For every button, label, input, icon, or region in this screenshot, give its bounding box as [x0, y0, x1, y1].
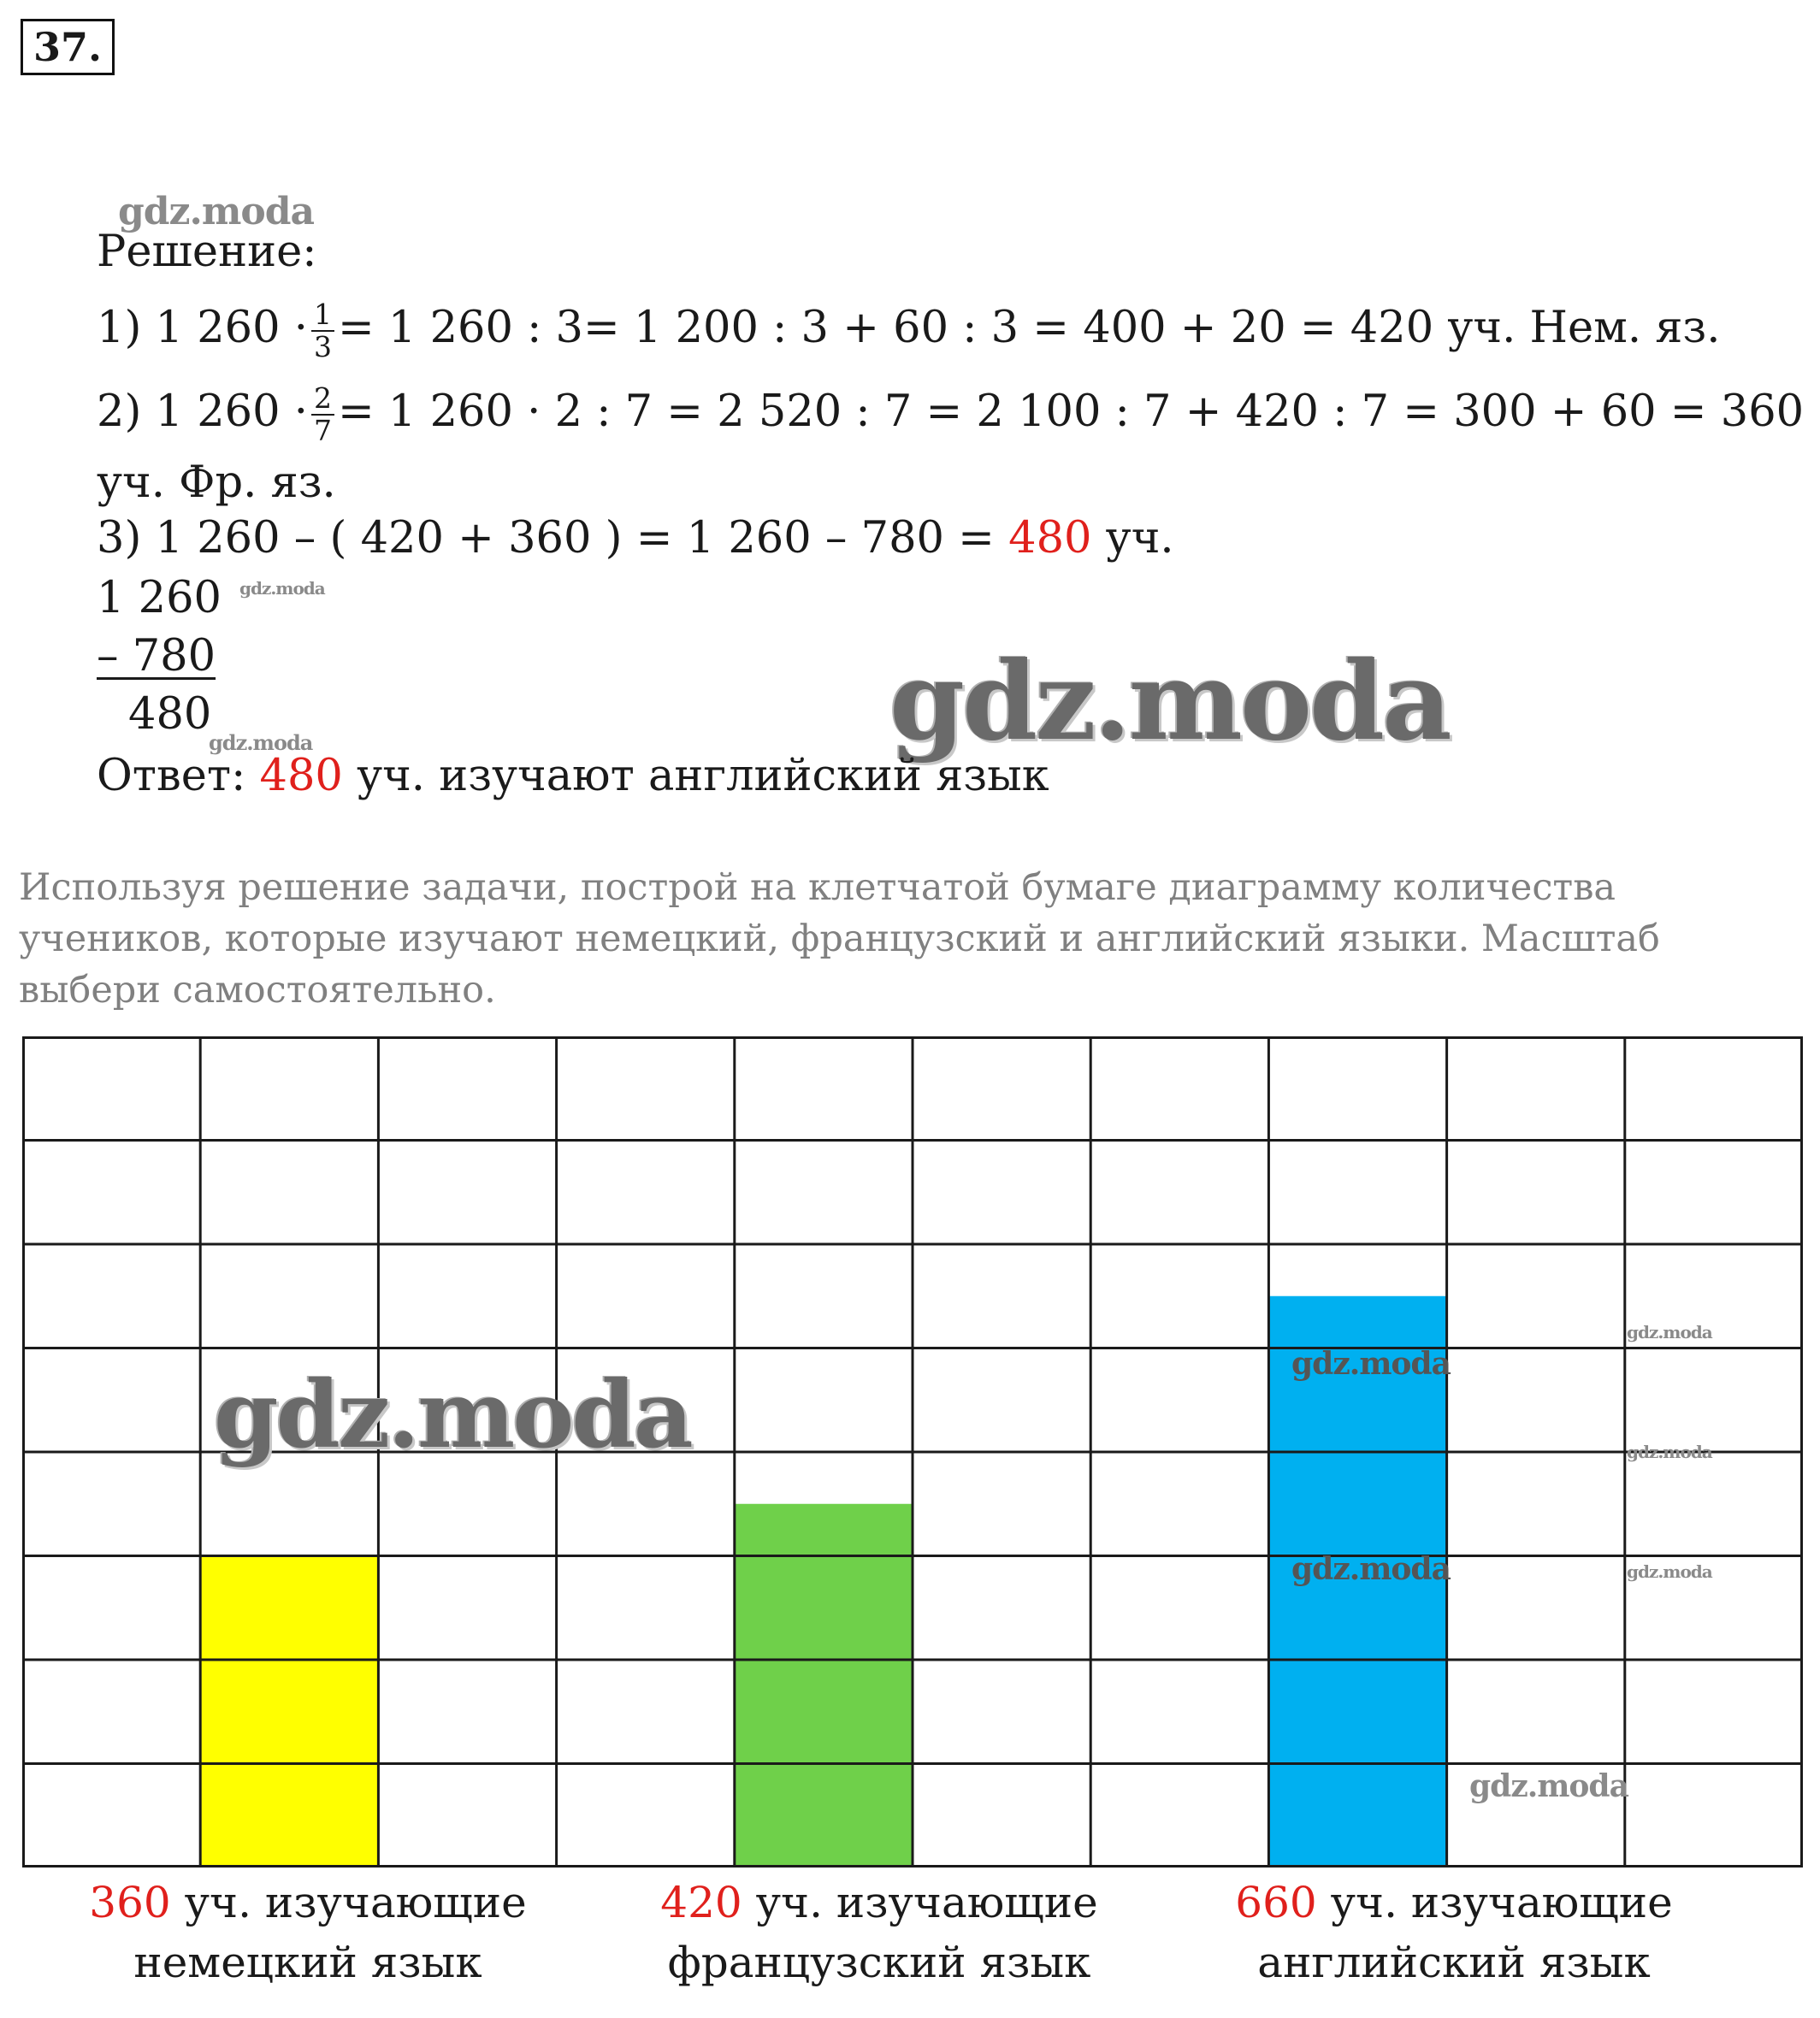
caption-english	[1189, 1873, 1719, 1992]
answer	[97, 751, 1049, 802]
caption-value: 420	[660, 1878, 742, 1927]
caption-text: уч. изучающие	[742, 1878, 1098, 1927]
bar-2	[735, 1504, 913, 1868]
step-3-after: уч.	[1091, 513, 1174, 564]
watermark-large: gdz.moda	[214, 1361, 691, 1469]
watermark: gdz.moda	[1291, 1551, 1451, 1587]
watermark: gdz.moda	[1627, 1322, 1712, 1342]
solution-step-1	[97, 299, 1720, 363]
caption-line-1	[51, 1873, 564, 1932]
step-2-prefix: 2) 1 260 ·	[97, 386, 308, 437]
task-number: 37.	[21, 19, 115, 75]
fraction-numerator: 2	[311, 383, 334, 416]
column-subtrahend: – 780	[97, 631, 216, 682]
solution-step-2	[97, 383, 1804, 446]
watermark-large: gdz.moda	[889, 638, 1450, 764]
step-2-fraction	[311, 383, 334, 446]
step-3-before: 3) 1 260 – ( 420 + 360 ) = 1 260 – 780 =	[97, 513, 1009, 564]
answer-value: 480	[259, 751, 343, 801]
caption-line-1	[1189, 1873, 1719, 1932]
solution-step-3	[97, 513, 1174, 564]
column-minuend: 1 260	[97, 573, 222, 623]
caption-text: уч. изучающие	[1316, 1878, 1673, 1927]
solution-heading: Решение:	[97, 227, 317, 277]
caption-text: уч. изучающие	[170, 1878, 527, 1927]
column-difference: 480	[128, 689, 212, 740]
watermark: gdz.moda	[1627, 1561, 1712, 1582]
task-instruction: Используя решение задачи, построй на клетчатой бумаге диаграмму количества учеников, которые изучают немецкий, французский и английский языки. Масштаб выбери самостоятельно.	[19, 866, 1660, 1012]
answer-label: Ответ:	[97, 751, 260, 801]
caption-value: 360	[89, 1878, 171, 1927]
step-3-result: 480	[1008, 513, 1092, 564]
watermark: gdz.moda	[209, 730, 313, 755]
caption-value: 660	[1235, 1878, 1317, 1927]
bar-1	[200, 1556, 378, 1868]
step-2-rest: = 1 260 · 2 : 7 = 2 520 : 7 = 2 100 : 7 + 420 : 7 = 300 + 60 = 360	[337, 386, 1805, 437]
watermark: gdz.moda	[1469, 1768, 1628, 1804]
answer-text: уч. изучают английский язык	[342, 751, 1049, 801]
step-1-prefix: 1) 1 260 ·	[97, 303, 308, 353]
watermark: gdz.moda	[1627, 1442, 1712, 1462]
caption-line-2: немецкий язык	[133, 1938, 482, 1987]
caption-line-1	[623, 1873, 1136, 1932]
watermark: gdz.moda	[118, 190, 315, 233]
watermark: gdz.moda	[1291, 1346, 1451, 1382]
caption-line-2: французский язык	[667, 1938, 1091, 1987]
fraction-denominator: 7	[313, 414, 332, 447]
caption-german	[51, 1873, 564, 1992]
fraction-denominator: 3	[313, 330, 332, 363]
solution-step-2-continuation: уч. Фр. яз.	[97, 457, 336, 508]
step-1-fraction	[311, 299, 334, 363]
watermark: gdz.moda	[239, 578, 325, 599]
caption-line-2: английский язык	[1257, 1938, 1651, 1987]
step-1-rest: = 1 260 : 3= 1 200 : 3 + 60 : 3 = 400 + 20 = 420 уч. Нем. яз.	[337, 303, 1721, 353]
caption-french	[623, 1873, 1136, 1992]
fraction-numerator: 1	[311, 299, 334, 332]
